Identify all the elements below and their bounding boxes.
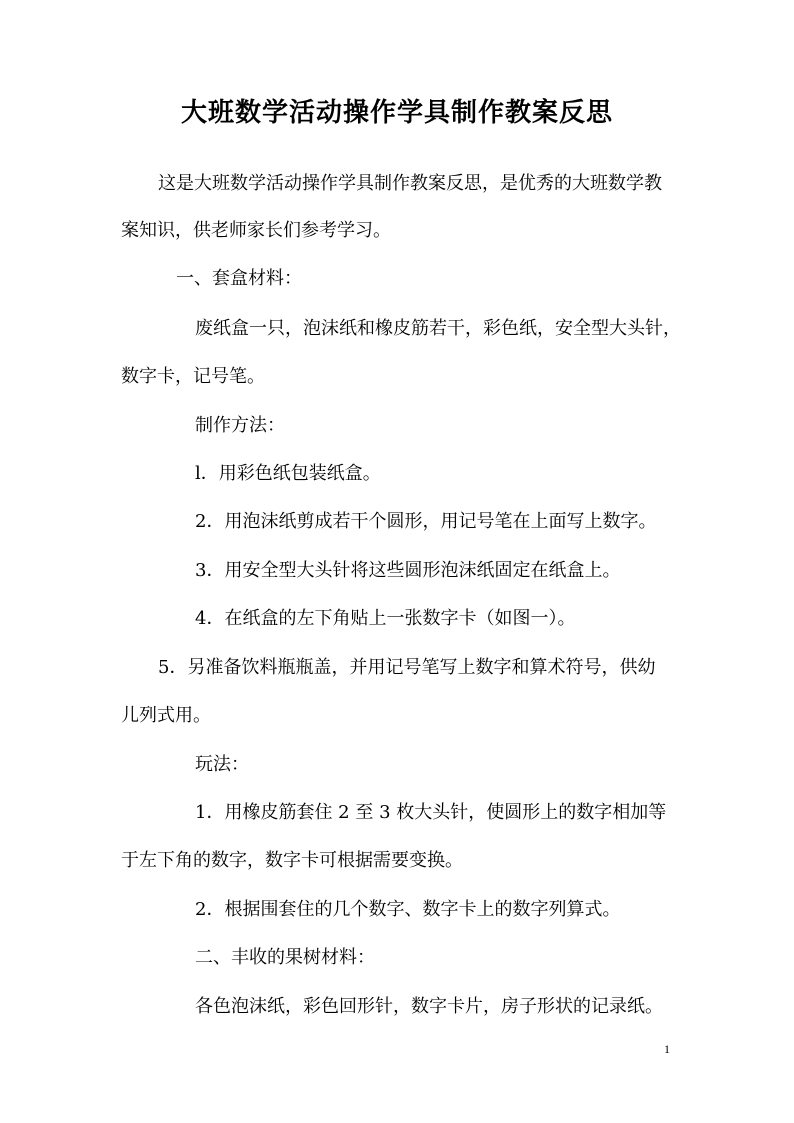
list-item: 3．用安全型大头针将这些圆形泡沫纸固定在纸盒上。 xyxy=(195,560,621,581)
list-item: 2．用泡沫纸剪成若干个圆形，用记号笔在上面写上数字。 xyxy=(195,511,657,532)
subheading: 制作方法： xyxy=(195,415,285,436)
paragraph-line: 儿列式用。 xyxy=(121,705,211,726)
list-item: 2．根据围套住的几个数字、数字卡上的数字列算式。 xyxy=(195,899,621,920)
list-item: 1．用橡皮筋套住 2 至 3 枚大头针，使圆形上的数字相加等 xyxy=(195,802,667,823)
section-heading: 二、丰收的果树材料： xyxy=(195,947,375,968)
page-number: 1 xyxy=(664,1042,670,1056)
list-item: l．用彩色纸包装纸盒。 xyxy=(195,463,381,484)
paragraph-line: 这是大班数学活动操作学具制作教案反思，是优秀的大班数学教 xyxy=(158,173,662,194)
paragraph-line: 各色泡沫纸，彩色回形针，数字卡片，房子形状的记录纸。 xyxy=(195,996,663,1017)
subheading: 玩法： xyxy=(195,754,249,775)
document-title: 大班数学活动操作学具制作教案反思 xyxy=(180,98,613,128)
paragraph-line: 案知识，供老师家长们参考学习。 xyxy=(121,220,391,241)
paragraph-line: 数字卡，记号笔。 xyxy=(121,366,265,387)
section-heading: 一、套盒材料： xyxy=(176,268,302,289)
paragraph-line: 于左下角的数字，数字卡可根据需要变换。 xyxy=(121,850,463,871)
list-item: 4．在纸盒的左下角贴上一张数字卡（如图一）。 xyxy=(195,608,576,629)
list-item: 5．另准备饮料瓶瓶盖，并用记号笔写上数字和算术符号，供幼 xyxy=(158,657,656,678)
paragraph-line: 废纸盒一只，泡沫纸和橡皮筋若干，彩色纸，安全型大头针， xyxy=(195,318,681,339)
